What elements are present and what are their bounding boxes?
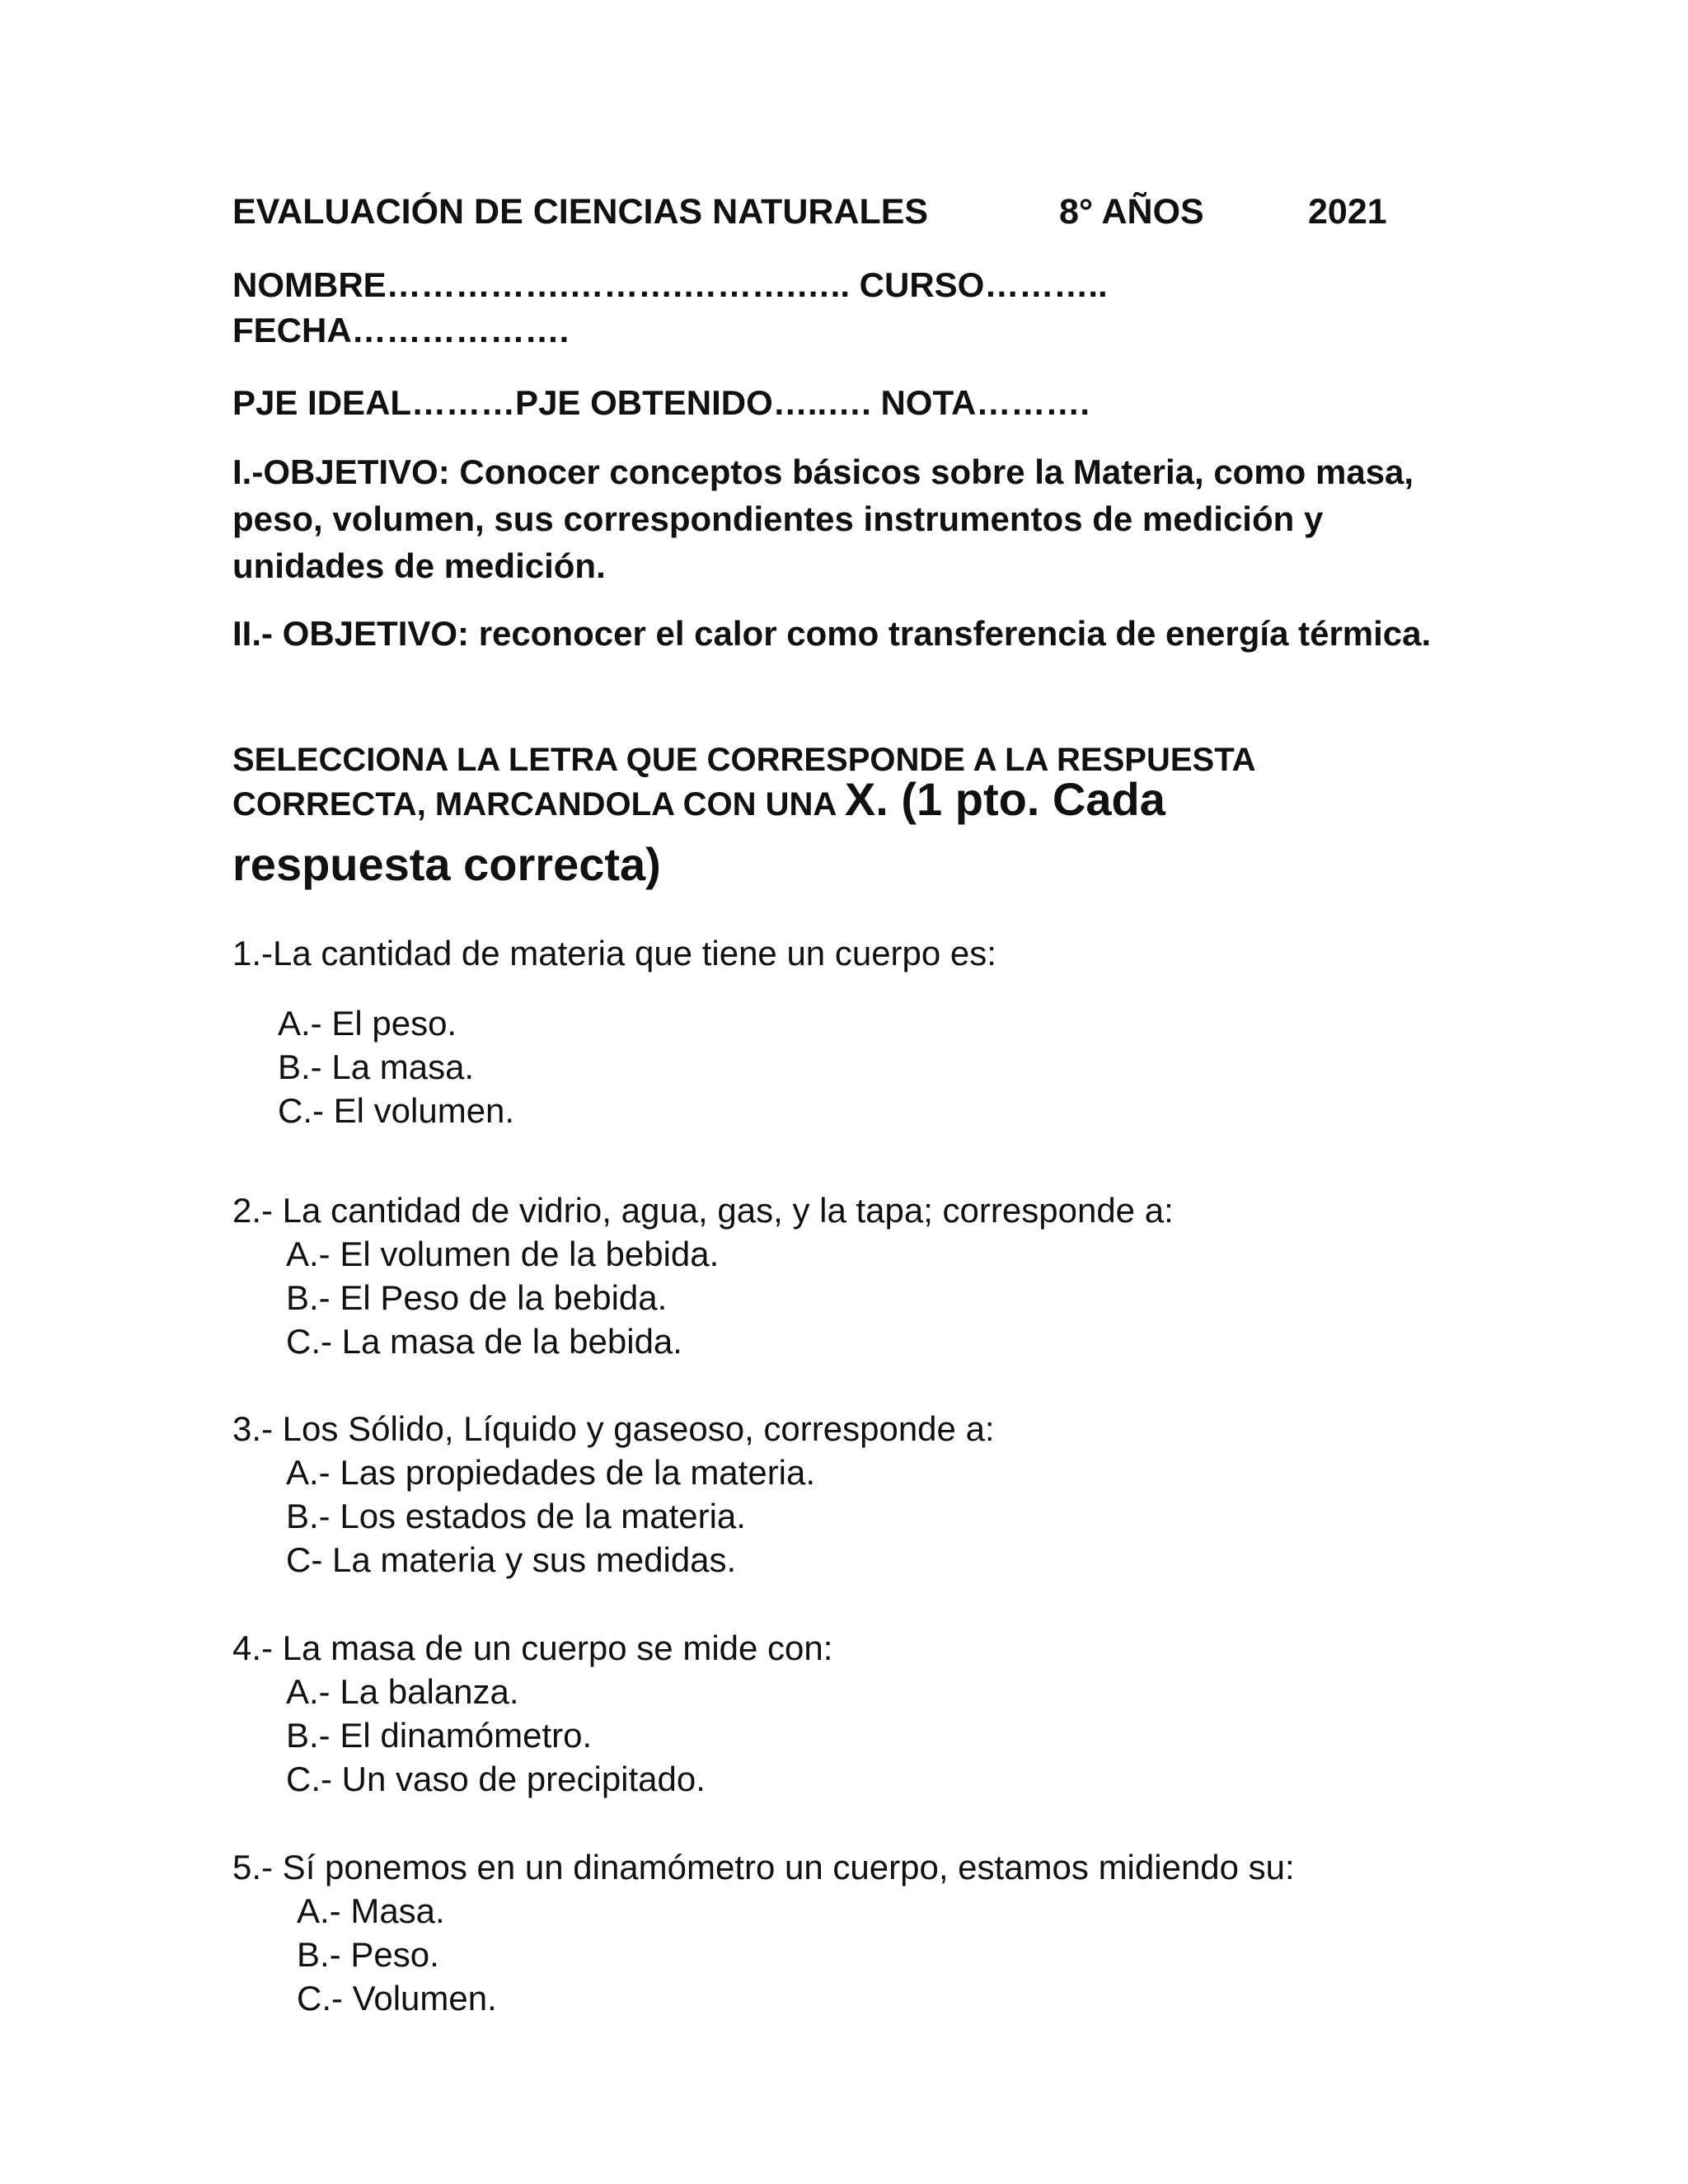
option-a[interactable]: A.- El volumen de la bebida. <box>286 1235 720 1273</box>
exam-grade: 8° AÑOS <box>1059 192 1204 232</box>
question-4: 4.- La masa de un cuerpo se mide con: <box>232 1629 833 1667</box>
instructions-line-1: SELECCIONA LA LETRA QUE CORRESPONDE A LA RESPUESTA <box>232 742 1256 778</box>
exam-title: EVALUACIÓN DE CIENCIAS NATURALES <box>232 192 929 232</box>
option-b[interactable]: B.- La masa. <box>278 1047 475 1086</box>
question-3-options <box>286 1451 815 1582</box>
question-1-options <box>278 1001 514 1132</box>
option-a[interactable]: A.- Masa. <box>297 1891 445 1930</box>
exam-year: 2021 <box>1308 192 1387 232</box>
instructions-small-text: CORRECTA, MARCANDOLA CON UNA <box>232 786 845 823</box>
date-line: FECHA………………. <box>232 311 570 349</box>
exam-header <box>232 192 928 232</box>
option-a[interactable]: A.- Las propiedades de la materia. <box>286 1453 816 1492</box>
option-c[interactable]: C- La materia y sus medidas. <box>286 1540 737 1579</box>
question-5: 5.- Sí ponemos en un dinamómetro un cuerpo, estamos midiendo su: <box>232 1848 1295 1886</box>
option-b[interactable]: B.- El Peso de la bebida. <box>286 1278 668 1317</box>
option-a[interactable]: A.- La balanza. <box>286 1672 519 1711</box>
question-1: 1.-La cantidad de materia que tiene un cuerpo es: <box>232 934 996 972</box>
option-b[interactable]: B.- El dinamómetro. <box>286 1716 593 1755</box>
objective-1: I.-OBJETIVO: Conocer conceptos básicos sobre la Materia, como masa, peso, volumen, sus correspondientes instrumentos de medición y unidades de medición. <box>232 452 1414 585</box>
option-b[interactable]: B.- Los estados de la materia. <box>286 1497 746 1535</box>
instructions-line-2 <box>232 773 1165 828</box>
instructions-big-text: X. (1 pto. Cada <box>844 773 1165 825</box>
option-a[interactable]: A.- El peso. <box>278 1004 457 1043</box>
option-c[interactable]: C.- Un vaso de precipitado. <box>286 1760 706 1798</box>
objective-2: II.- OBJETIVO: reconocer el calor como transferencia de energía térmica. <box>232 614 1432 653</box>
option-c[interactable]: C.- La masa de la bebida. <box>286 1322 682 1361</box>
question-2: 2.- La cantidad de vidrio, agua, gas, y la tapa; corresponde a: <box>232 1191 1174 1230</box>
name-course-line: NOMBRE…………….……….……….….. CURSO……….. <box>232 265 1108 304</box>
score-line: PJE IDEAL………PJE OBTENIDO…..…. NOTA………. <box>232 383 1090 422</box>
question-5-options <box>297 1889 497 2020</box>
question-4-options <box>286 1670 706 1801</box>
option-b[interactable]: B.- Peso. <box>297 1935 439 1974</box>
option-c[interactable]: C.- Volumen. <box>297 1979 497 2018</box>
instructions-line-3: respuesta correcta) <box>232 838 661 890</box>
option-c[interactable]: C.- El volumen. <box>278 1091 515 1130</box>
question-3: 3.- Los Sólido, Líquido y gaseoso, corresponde a: <box>232 1409 995 1448</box>
question-2-options <box>286 1232 719 1363</box>
